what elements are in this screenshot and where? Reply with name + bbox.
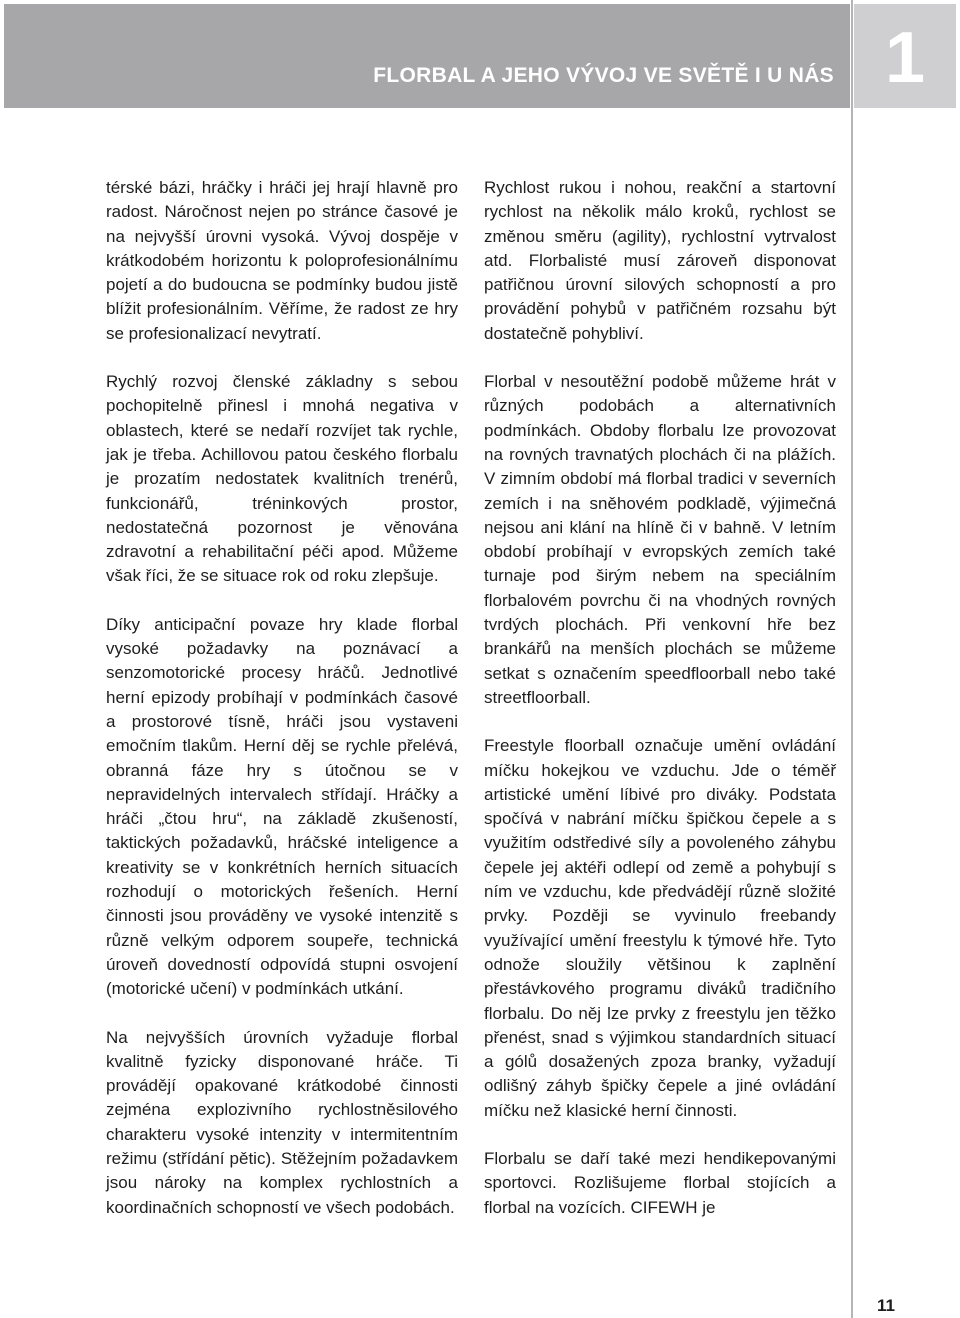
paragraph: Rychlý rozvoj členské základny s sebou pochopitelně přinesl i mnohá negativa v oblastech, které se nedaří rozvíjet tak rychle, jak je třeba. Achillovou patou českého florbalu je prozatím nedostatek kvalitních trenérů, funkcionářů, tréninkových prostor, nedostatečná pozornost je věnována zdravotní a rehabilitační péči apod. Můžeme však říci, že se situace rok od roku zlepšuje.	[106, 372, 458, 586]
paragraph: térské bázi, hráčky i hráči jej hrají hlavně pro radost. Náročnost nejen po stránce časové je na nejvyšší úrovni vysoká. Vývoj dospěje v krátkodobém horizontu k poloprofesionálnímu pojetí a do budoucna se podmínky budou jistě blížit profesionálním. Věříme, že radost ze hry se profesionalizací nevytratí.	[106, 178, 458, 343]
right-column	[484, 176, 836, 1244]
paragraph: Florbalu se daří také mezi hendikepovanými sportovci. Rozlišujeme florbal stojících a florbal na vozících. CIFEWH je	[484, 1148, 836, 1217]
side-rule	[851, 0, 853, 1318]
chapter-title: FLORBAL A JEHO VÝVOJ VE SVĚTĚ I U NÁS	[373, 64, 834, 87]
paragraph: Na nejvyšších úrovních vyžaduje florbal kvalitně fyzicky disponované hráče. Ti provádějí opakované krátkodobé činnosti zejména explozivního rychlostněsilového charakteru vysoké intenzity v intermitentním režimu (střídání pětic). Stěžejním požadavkem jsou nároky na komplex rychlostních a koordinačních schopností ve všech podobách.	[106, 1027, 458, 1217]
chapter-number-box	[854, 4, 956, 108]
chapter-number: 1	[884, 18, 926, 98]
paragraph: Rychlost rukou i nohou, reakční a startovní rychlost na několik málo kroků, rychlost se změnou směru (agility), rychlostní vytrvalost atd. Florbalisté musí zároveň disponovat patřičnou úrovní silových schopností a pro provádění pohybů v patřičném rozsahu být dostatečně pohybliví.	[484, 178, 836, 343]
left-column	[106, 176, 458, 1244]
paragraph: Freestyle floorball označuje umění ovládání míčku hokejkou ve vzduchu. Jde o téměř artistické umění líbivé pro diváky. Podstata spočívá v nabrání míčku špičkou čepele a s využitím odstředivé síly a povoleného záhybu čepele jej aktéři odlepí od země a pohybují s ním ve vzduchu, kde předvádějí různě složité prvky. Později se vyvinulo freebandy využívající umění freestylu k týmové hře. Tyto odnože sloužily většinou k zaplnění přestávkového programu diváků tradičního florbalu. Do něj lze prvky z freestylu jen těžko přenést, snad s výjimkou standardních situací a gólů dosažených zpoza branky, vyžadují odlišný záhyb špičky čepele a jiné ovládání míčku než klasické herní činnosti.	[484, 736, 836, 1120]
paragraph: Florbal v nesoutěžní podobě můžeme hrát v různých podobách a alternativních podmínkách. Obdoby florbalu lze provozovat na rovných travnatých plochách či na plážích. V zimním období má florbal tradici v severních zemích i na sněhovém podkladě, výjimečná nejsou ani klání na hlíně či v bahně. V letním období probíhají v evropských zemích také turnaje pod širým nebem na speciálním florbalovém povrchu či na vhodných rovných tvrdých plochách. Při venkovní hře bez brankářů na menších plochách se můžeme setkat s označením speedfloorball nebo také streetfloorball.	[484, 372, 836, 707]
paragraph: Díky anticipační povaze hry klade florbal vysoké požadavky na poznávací a senzomotorické procesy hráčů. Jednotlivé herní epizody probíhají v podmínkách časové a prostorové tísně, hráči jsou vystaveni emočním tlakům. Herní děj se rychle přelévá, obranná fáze hry s útočnou se v nepravidelných intervalech střídají. Hráčky a hráči „čtou hru“, na základě zkušeností, taktických požadavků, hráčské inteligence a kreativity se v konkrétních herních situacích rozhodují o motorických řešeních. Herní činnosti jsou prováděny ve vysoké intenzitě s různě velkým odporem soupeře, technická úroveň dovedností odpovídá stupni osvojení (motorické učení) v podmínkách utkání.	[106, 614, 458, 999]
chapter-header-bar	[4, 4, 850, 108]
page-number: 11	[877, 1296, 895, 1315]
